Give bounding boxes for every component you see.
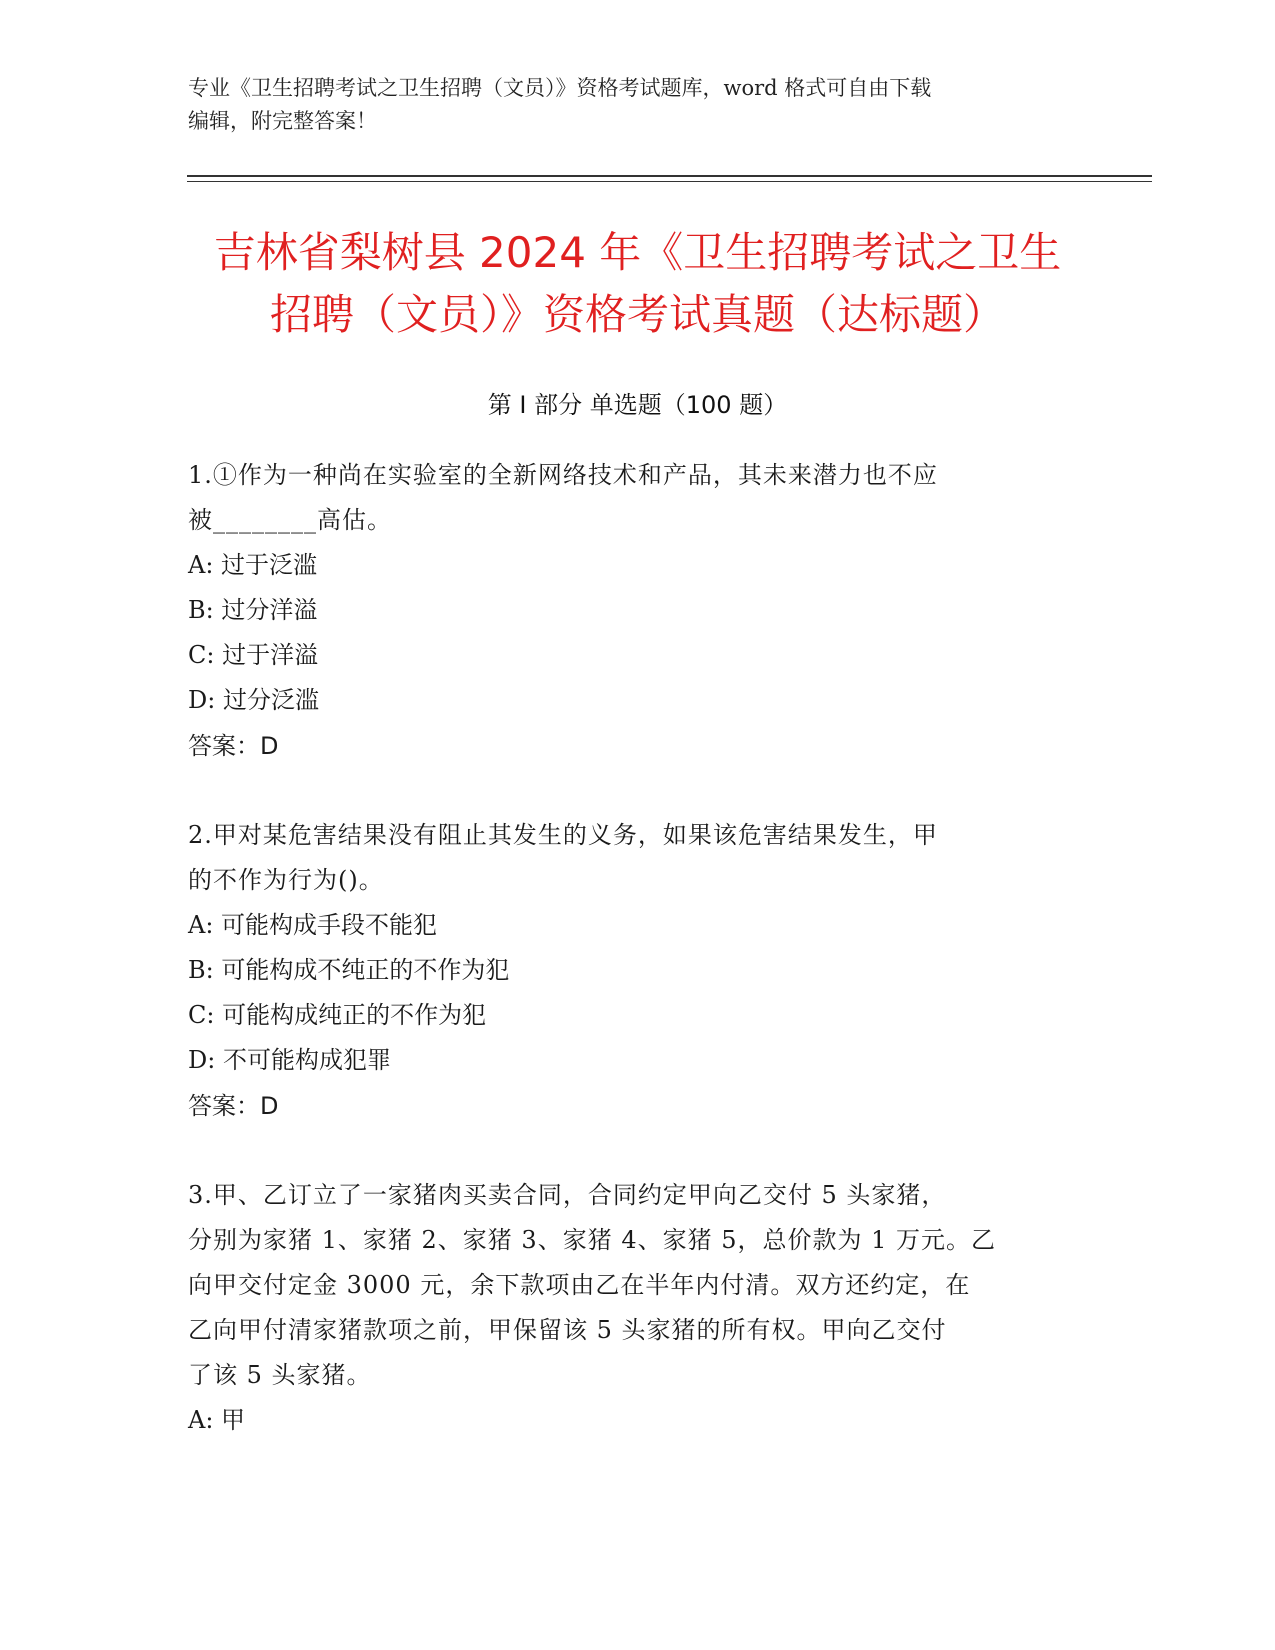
question-stem-line: 1.①作为一种尚在实验室的全新网络技术和产品，其未来潜力也不应 xyxy=(188,461,938,489)
option-c: C: 过于洋溢 xyxy=(188,641,319,669)
question-stem-line: 3.甲、乙订立了一家猪肉买卖合同，合同约定甲向乙交付 5 头家猪， xyxy=(188,1181,947,1209)
option-c: C: 可能构成纯正的不作为犯 xyxy=(188,1001,487,1029)
question-1 xyxy=(188,453,1088,769)
option-d: D: 不可能构成犯罪 xyxy=(188,1046,391,1074)
answer-label: 答案：D xyxy=(188,732,279,760)
question-stem-line: 分别为家猪 1、家猪 2、家猪 3、家猪 4、家猪 5，总价款为 1 万元。乙 xyxy=(188,1226,997,1254)
option-b: B: 可能构成不纯正的不作为犯 xyxy=(188,956,510,984)
answer-label: 答案：D xyxy=(188,1092,279,1120)
question-stem xyxy=(188,813,1088,903)
question-stem-line: 2.甲对某危害结果没有阻止其发生的义务，如果该危害结果发生，甲 xyxy=(188,821,938,849)
question-stem xyxy=(188,1173,1088,1398)
document-title-line-1: 吉林省梨树县 2024 年《卫生招聘考试之卫生 xyxy=(213,228,1062,277)
section-heading: 第 I 部分 单选题（100 题） xyxy=(487,391,788,419)
option-b: B: 过分洋溢 xyxy=(188,596,318,624)
question-stem-line: 被________高估。 xyxy=(188,506,392,534)
option-a: A: 甲 xyxy=(188,1406,246,1434)
document-title-line-2: 招聘（文员）》资格考试真题（达标题） xyxy=(269,290,1005,339)
option-a: A: 过于泛滥 xyxy=(188,551,318,579)
header-note-line-1: 专业《卫生招聘考试之卫生招聘（文员）》资格考试题库，word 格式可自由下载 xyxy=(188,76,932,100)
question-stem-line: 乙向甲付清家猪款项之前，甲保留该 5 头家猪的所有权。甲向乙交付 xyxy=(188,1316,947,1344)
header-divider-thick xyxy=(187,175,1152,177)
option-d: D: 过分泛滥 xyxy=(188,686,319,714)
question-stem-line: 了该 5 头家猪。 xyxy=(188,1361,372,1389)
header-divider-thin xyxy=(187,181,1152,182)
question-2 xyxy=(188,813,1088,1129)
question-stem xyxy=(188,453,1088,543)
header-note-line-2: 编辑，附完整答案！ xyxy=(188,109,377,133)
document-title xyxy=(180,222,1095,346)
question-stem-line: 的不作为行为()。 xyxy=(188,866,384,894)
header-note xyxy=(188,72,1088,138)
question-stem-line: 向甲交付定金 3000 元，余下款项由乙在半年内付清。双方还约定，在 xyxy=(188,1271,971,1299)
question-3 xyxy=(188,1173,1088,1443)
option-a: A: 可能构成手段不能犯 xyxy=(188,911,438,939)
